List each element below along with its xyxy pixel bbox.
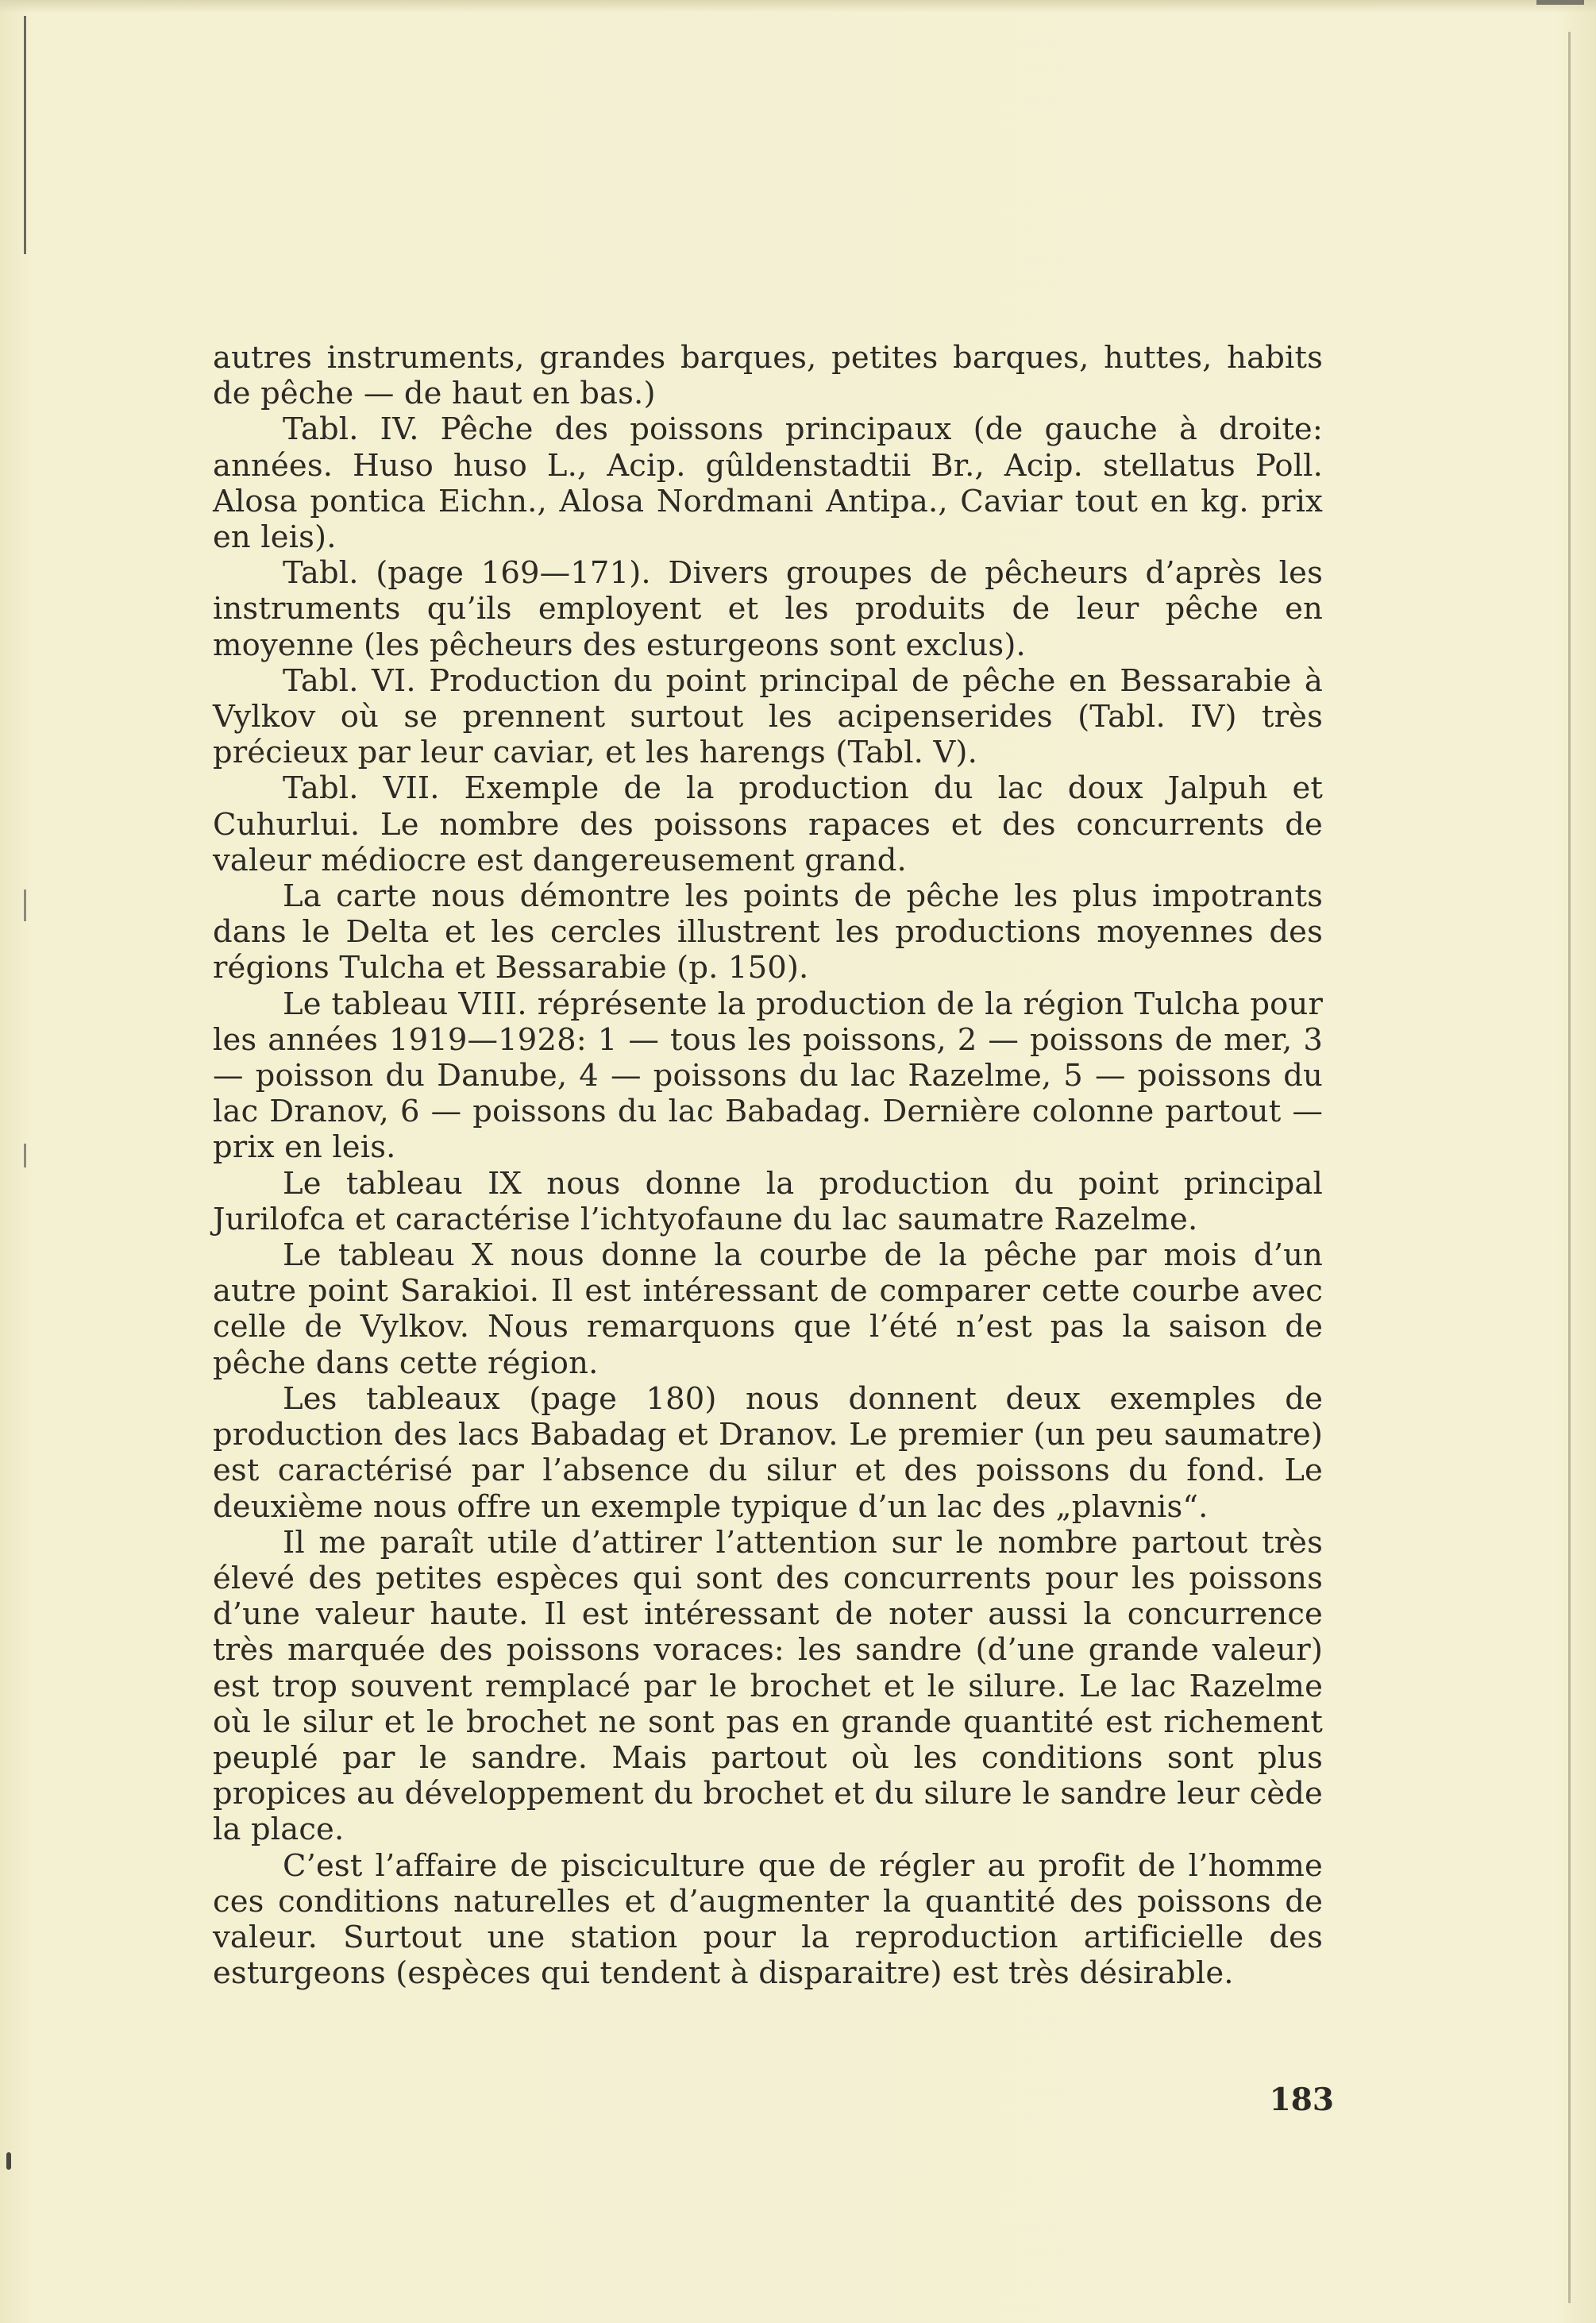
scan-edge-line [1568, 32, 1571, 2303]
scan-binding-mark [24, 1144, 26, 1167]
paragraph: Le tableau X nous donne la courbe de la pêche par mois d’un autre point Sarakioi. Il est intéressant de comparer cette courbe avec celle de Vylkov. Nous remarquons que l’été n’est pas la saison de pêche dans cette région. [213, 1237, 1323, 1381]
paragraph: Les tableaux (page 180) nous donnent deux exemples de production des lacs Babadag et Dranov. Le premier (un peu saumatre) est caractérisé par l’absence du silur et des poissons du fond. Le deuxième nous offre un exemple typique d’un lac des „plavnis“. [213, 1380, 1323, 1525]
paragraph: Le tableau IX nous donne la production du point principal Jurilofca et caractérise l’ichtyofaune du lac saumatre Razelme. [213, 1165, 1323, 1237]
scan-speck [6, 2152, 11, 2170]
scan-binding-mark [24, 889, 26, 921]
scan-edge-line [1536, 0, 1584, 5]
paragraph: autres instruments, grandes barques, petites barques, huttes, habits de pêche — de haut en bas.) [213, 340, 1323, 412]
paragraph: Tabl. (page 169—171). Divers groupes de pêcheurs d’après les instruments qu’ils employent et les produits de leur pêche en moyenne (les pêcheurs des esturgeons sont exclus). [213, 555, 1323, 663]
paragraph: C’est l’affaire de pisciculture que de régler au profit de l’homme ces conditions naturelles et d’augmenter la quantité des poissons de valeur. Surtout une station pour la reproduction artificielle des esturgeons (espèces qui tendent à disparaitre) est très désirable. [213, 1847, 1323, 1992]
body-text [213, 340, 1323, 1991]
paragraph: Le tableau VIII. réprésente la production de la région Tulcha pour les années 1919—1928: 1 — tous les poissons, 2 — poissons de mer, 3 — poisson du Danube, 4 — poissons du lac Razelme, 5 — poissons du lac Dranov, 6 — poissons du lac Babadag. Dernière colonne partout — prix en leis. [213, 986, 1323, 1166]
page-number: 183 [1269, 2082, 1334, 2118]
paragraph: La carte nous démontre les points de pêche les plus impotrants dans le Delta et les cercles illustrent les productions moyennes des régions Tulcha et Bessarabie (p. 150). [213, 878, 1323, 986]
scan-binding-mark [24, 16, 26, 254]
paragraph: Tabl. IV. Pêche des poissons principaux (de gauche à droite: années. Huso huso L., Acip. gûldenstadtii Br., Acip. stellatus Poll. Alosa pontica Eichn., Alosa Nordmani Antipa., Caviar tout en kg. prix en leis). [213, 411, 1323, 556]
paragraph: Il me paraît utile d’attirer l’attention sur le nombre partout très élevé des petites espèces qui sont des concurrents pour les poissons d’une valeur haute. Il est intéressant de noter aussi la concurrence très marquée des poissons voraces: les sandre (d’une grande valeur) est trop souvent remplacé par le brochet et le silure. Le lac Razelme où le silur et le brochet ne sont pas en grande quantité est richement peuplé par le sandre. Mais partout où les conditions sont plus propices au développement du brochet et du silure le sandre leur cède la place. [213, 1524, 1323, 1848]
paragraph: Tabl. VI. Production du point principal de pêche en Bessarabie à Vylkov où se prennent surtout les acipenserides (Tabl. IV) très précieux par leur caviar, et les harengs (Tabl. V). [213, 662, 1323, 771]
scan-shadow-top [0, 0, 1596, 13]
paragraph: Tabl. VII. Exemple de la production du lac doux Jalpuh et Cuhurlui. Le nombre des poissons rapaces et des concurrents de valeur médiocre est dangereusement grand. [213, 770, 1323, 878]
